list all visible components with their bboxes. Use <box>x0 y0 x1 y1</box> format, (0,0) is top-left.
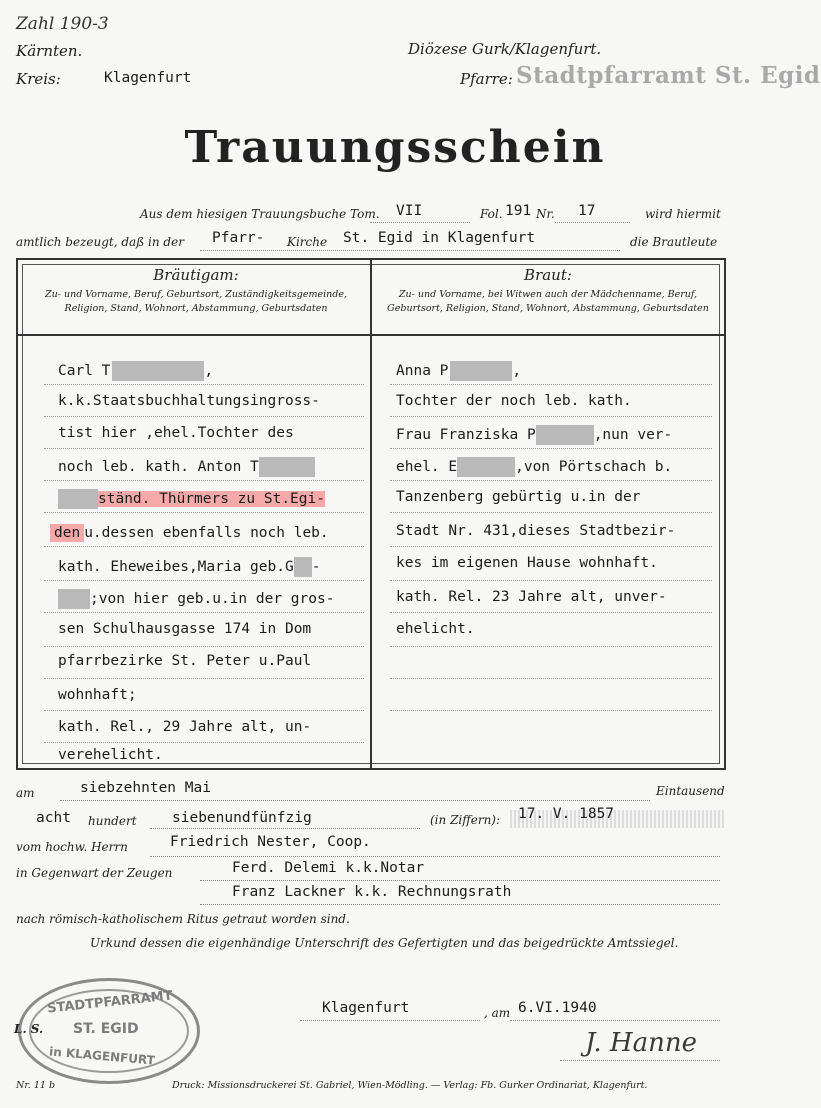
redaction <box>58 489 98 509</box>
groom-line-7: kath. Eheweibes,Maria geb.G - <box>58 559 321 575</box>
zahl-number: Zahl 190-3 <box>16 14 109 34</box>
ritus-text: nach römisch-katholischem Ritus getraut worden sind. <box>16 912 350 926</box>
seal-text-bottom: in KLAGENFURT <box>48 1044 156 1068</box>
redaction <box>536 425 594 445</box>
nr-label: Nr. <box>536 207 555 221</box>
dioezese-label: Diözese Gurk/Klagenfurt. <box>408 40 602 58</box>
seal-text-mid: ST. EGID <box>73 1021 139 1037</box>
redaction <box>112 361 204 381</box>
printer-imprint: Druck: Missionsdruckerei St. Gabriel, Wien-Mödling. — Verlag: Fb. Gurker Ordinariat, Klagenfurt. <box>172 1080 648 1091</box>
bride-line-1: Anna P , <box>396 363 522 379</box>
fol-value: 191 <box>505 203 532 219</box>
signature: J. Hanne <box>585 1028 697 1058</box>
intro-text-4: die Brautleute <box>630 235 718 249</box>
groom-line-3: tist hier ,ehel.Tochter des <box>58 425 294 441</box>
seal-text-top: STADTPFARRAMT <box>46 988 174 1017</box>
ls-label: L. S. <box>14 1022 44 1036</box>
bride-line-6: Stadt Nr. 431,dieses Stadtbezir- <box>396 523 676 539</box>
bride-line-3: Frau Franziska P ,nun ver- <box>396 427 673 443</box>
am-label: am <box>16 786 35 800</box>
redaction <box>58 589 90 609</box>
land-label: Kärnten. <box>16 42 83 60</box>
pfarre-label: Pfarre: <box>460 70 513 88</box>
groom-line-8: ;von hier geb.u.in der gros- <box>58 589 334 609</box>
kreis-value: Klagenfurt <box>104 70 192 86</box>
bride-line-4: ehel. E ,von Pörtschach b. <box>396 459 673 475</box>
groom-line-4: noch leb. kath. Anton T <box>58 457 315 477</box>
highlight: ständ. Thürmers zu St.Egi- <box>98 491 325 507</box>
intro-text-2: wird hiermit <box>645 207 721 221</box>
groom-line-13: verehelicht. <box>58 747 163 763</box>
fol-label: Fol. <box>480 207 503 221</box>
bride-heading: Braut: <box>524 266 572 284</box>
intro-text-1: Aus dem hiesigen Trauungsbuche Tom. <box>140 207 380 221</box>
kirche-label: Kirche <box>287 235 328 249</box>
groom-line-9: sen Schulhausgasse 174 in Dom <box>58 621 312 637</box>
pfarre-stamp: Stadtpfarramt St. Egid <box>516 62 821 89</box>
witness-1: Ferd. Delemi k.k.Notar <box>232 860 425 876</box>
priest-name: Friedrich Nester, Coop. <box>170 834 371 850</box>
nr-value: 17 <box>578 203 596 219</box>
redaction <box>457 457 515 477</box>
groom-line-5 <box>58 489 325 509</box>
groom-description: Zu- und Vorname, Beruf, Geburtsort, Zuständigkeitsgemeinde, Religion, Stand, Wohnort, Abstammung, Geburtsdaten <box>45 289 347 314</box>
witness-2: Franz Lackner k.k. Rechnungsrath <box>232 884 512 900</box>
date-digits: 17. V. 1857 <box>518 806 615 822</box>
acht-word: acht <box>36 810 71 826</box>
bride-line-5: Tanzenberg gebürtig u.in der <box>396 489 641 505</box>
groom-line-10: pfarrbezirke St. Peter u.Paul <box>58 653 312 669</box>
groom-line-6: den u.dessen ebenfalls noch leb. <box>50 525 329 541</box>
kirche-prefix: Pfarr- <box>212 230 265 246</box>
witness-label: in Gegenwart der Zeugen <box>16 866 173 880</box>
redaction <box>294 557 312 577</box>
priest-label: vom hochw. Herrn <box>16 840 128 854</box>
groom-heading: Bräutigam: <box>153 266 239 284</box>
highlight: den <box>50 524 84 542</box>
eintausend-label: Eintausend <box>656 784 725 798</box>
year-words: siebenundfünfzig <box>172 810 312 826</box>
groom-line-11: wohnhaft; <box>58 687 137 703</box>
redaction <box>259 457 315 477</box>
bride-line-7: kes im eigenen Hause wohnhaft. <box>396 555 658 571</box>
ziffern-label: (in Ziffern): <box>430 813 501 827</box>
groom-line-2: k.k.Staatsbuchhaltungsingross- <box>58 393 320 409</box>
urkund-text: Urkund dessen die eigenhändige Unterschrift des Gefertigten und das beigedrückte Amtssiegel. <box>90 936 679 950</box>
intro-text-3: amtlich bezeugt, daß in der <box>16 235 184 249</box>
groom-line-1: Carl T , <box>58 363 214 379</box>
bride-line-8: kath. Rel. 23 Jahre alt, unver- <box>396 589 667 605</box>
issue-date: 6.VI.1940 <box>518 1000 597 1016</box>
kirche-value: St. Egid in Klagenfurt <box>343 230 536 246</box>
place: Klagenfurt <box>322 1000 410 1016</box>
bride-header <box>374 266 722 316</box>
parish-seal <box>18 978 200 1084</box>
date-words: siebzehnten Mai <box>80 780 211 796</box>
tom-value: VII <box>396 203 423 219</box>
bride-line-9: ehelicht. <box>396 621 475 637</box>
kreis-label: Kreis: <box>16 70 61 88</box>
am-label-footer: , am <box>484 1006 511 1020</box>
redaction <box>450 361 512 381</box>
form-number: Nr. 11 b <box>16 1080 56 1091</box>
bride-line-2: Tochter der noch leb. kath. <box>396 393 632 409</box>
document-title: Trauungsschein <box>184 122 606 173</box>
bride-description: Zu- und Vorname, bei Witwen auch der Mädchenname, Beruf, Geburtsort, Religion, Stand, Wohnort, Abstammung, Geburtsdaten <box>387 289 709 314</box>
hundert-label: hundert <box>88 814 137 828</box>
groom-header <box>22 266 370 316</box>
groom-line-12: kath. Rel., 29 Jahre alt, un- <box>58 719 312 735</box>
